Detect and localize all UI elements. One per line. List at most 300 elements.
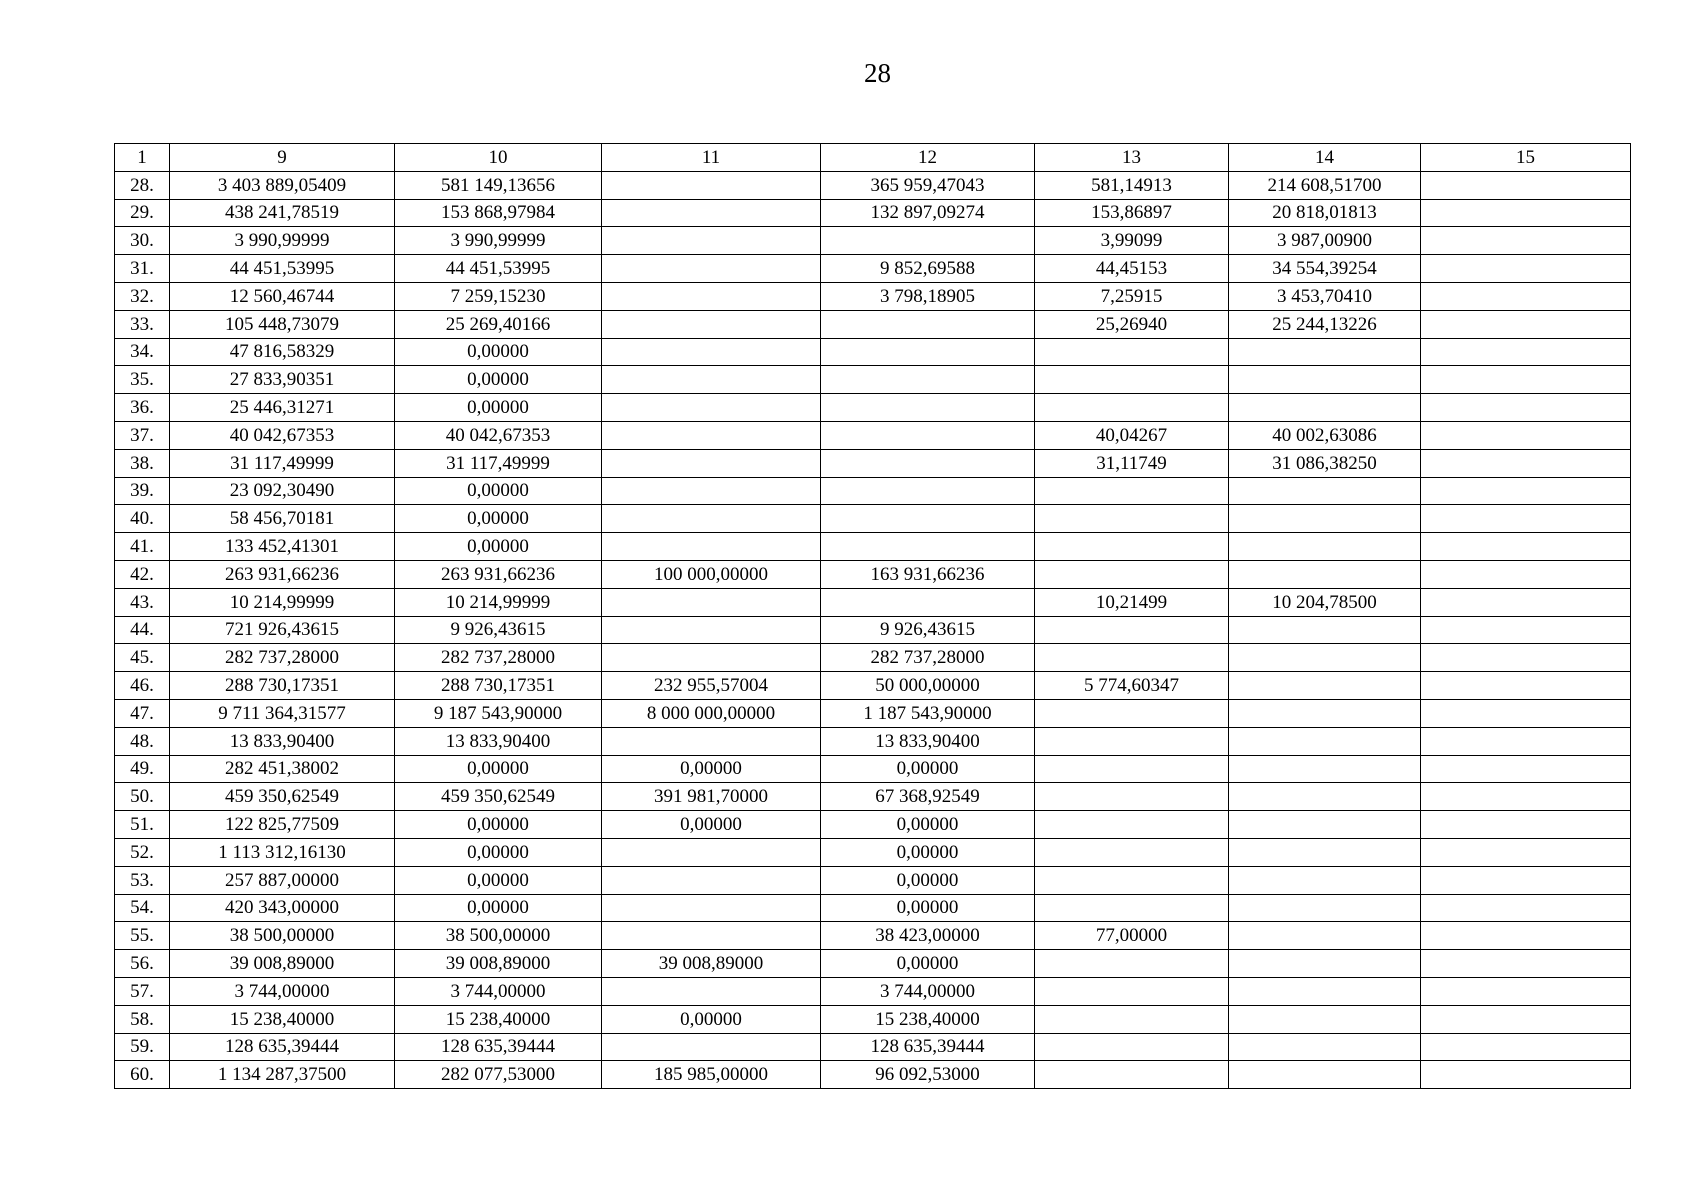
table-row [115,894,1631,922]
table-cell [1229,1005,1421,1033]
table-row [115,1061,1631,1089]
table-cell: 0,00000 [821,894,1035,922]
table-cell: 0,00000 [395,838,602,866]
table-cell: 1 113 312,16130 [170,838,395,866]
table-cell: 0,00000 [395,394,602,422]
table-cell: 0,00000 [395,505,602,533]
table-cell [821,227,1035,255]
table-cell [1035,977,1229,1005]
column-header: 1 [115,144,170,172]
table-cell: 365 959,47043 [821,171,1035,199]
table-cell [1229,1033,1421,1061]
table-cell: 9 187 543,90000 [395,699,602,727]
table-cell [821,477,1035,505]
row-number-cell: 45. [115,644,170,672]
table-cell [1421,950,1631,978]
row-number-cell: 46. [115,672,170,700]
row-number-cell: 44. [115,616,170,644]
table-row [115,310,1631,338]
table-row [115,449,1631,477]
table-cell: 47 816,58329 [170,338,395,366]
table-cell [821,310,1035,338]
table-cell [602,533,821,561]
column-header: 15 [1421,144,1631,172]
table-cell [602,588,821,616]
table-cell [602,727,821,755]
table-cell: 3,99099 [1035,227,1229,255]
table-cell [1421,533,1631,561]
row-number-cell: 52. [115,838,170,866]
table-cell: 7,25915 [1035,282,1229,310]
table-cell: 581 149,13656 [395,171,602,199]
table-cell [1035,1033,1229,1061]
table-cell [1421,838,1631,866]
column-header: 10 [395,144,602,172]
table-cell [1229,672,1421,700]
table-cell: 581,14913 [1035,171,1229,199]
table-cell [1421,811,1631,839]
table-cell: 132 897,09274 [821,199,1035,227]
table-cell: 40 002,63086 [1229,421,1421,449]
table-cell: 77,00000 [1035,922,1229,950]
table-cell: 0,00000 [395,811,602,839]
table-cell [1229,699,1421,727]
table-cell: 38 423,00000 [821,922,1035,950]
table-cell: 40,04267 [1035,421,1229,449]
row-number-cell: 49. [115,755,170,783]
table-cell: 3 403 889,05409 [170,171,395,199]
table-cell [1035,699,1229,727]
table-row [115,838,1631,866]
table-cell: 128 635,39444 [821,1033,1035,1061]
table-cell [602,199,821,227]
table-cell [1421,421,1631,449]
table-cell: 0,00000 [395,533,602,561]
table-cell: 39 008,89000 [170,950,395,978]
table-row [115,227,1631,255]
table-cell: 0,00000 [395,866,602,894]
table-cell: 282 737,28000 [821,644,1035,672]
table-row [115,588,1631,616]
table-cell: 133 452,41301 [170,533,395,561]
column-header: 12 [821,144,1035,172]
table-row [115,783,1631,811]
table-cell: 10 214,99999 [170,588,395,616]
table-cell: 96 092,53000 [821,1061,1035,1089]
table-cell: 0,00000 [821,755,1035,783]
table-cell [1035,1005,1229,1033]
table-cell: 39 008,89000 [395,950,602,978]
table-cell [1229,838,1421,866]
table-cell: 25 269,40166 [395,310,602,338]
table-cell [1421,227,1631,255]
table-cell [1421,366,1631,394]
table-cell: 122 825,77509 [170,811,395,839]
table-cell: 0,00000 [395,894,602,922]
column-header: 13 [1035,144,1229,172]
table-row [115,394,1631,422]
table-cell [1035,811,1229,839]
table-row [115,282,1631,310]
table-cell: 38 500,00000 [170,922,395,950]
table-row [115,950,1631,978]
table-cell: 9 852,69588 [821,255,1035,283]
table-cell: 438 241,78519 [170,199,395,227]
table-cell [602,616,821,644]
table-cell: 10,21499 [1035,588,1229,616]
table-cell: 459 350,62549 [395,783,602,811]
table-cell: 105 448,73079 [170,310,395,338]
row-number-cell: 39. [115,477,170,505]
table-cell [1035,616,1229,644]
table-cell: 0,00000 [395,366,602,394]
table-cell: 459 350,62549 [170,783,395,811]
table-cell: 0,00000 [395,477,602,505]
table-cell [1421,977,1631,1005]
row-number-cell: 56. [115,950,170,978]
table-header-row [115,144,1631,172]
table-cell [1421,199,1631,227]
table-row [115,533,1631,561]
table-cell [602,644,821,672]
table-cell: 31,11749 [1035,449,1229,477]
table-cell [1421,866,1631,894]
table-cell [1229,560,1421,588]
table-cell: 50 000,00000 [821,672,1035,700]
data-table [114,143,1631,1089]
table-cell [1421,783,1631,811]
table-cell [1421,282,1631,310]
table-cell [1421,922,1631,950]
table-cell: 3 990,99999 [395,227,602,255]
row-number-cell: 50. [115,783,170,811]
table-row [115,505,1631,533]
table-cell: 9 711 364,31577 [170,699,395,727]
row-number-cell: 33. [115,310,170,338]
table-cell: 0,00000 [821,811,1035,839]
table-cell [821,366,1035,394]
table-cell [1035,755,1229,783]
table-cell: 10 204,78500 [1229,588,1421,616]
table-cell [1035,838,1229,866]
table-cell: 3 744,00000 [170,977,395,1005]
table-cell: 391 981,70000 [602,783,821,811]
table-cell: 13 833,90400 [170,727,395,755]
table-cell [602,922,821,950]
table-cell [1035,866,1229,894]
table-cell [602,477,821,505]
row-number-cell: 32. [115,282,170,310]
column-header: 11 [602,144,821,172]
row-number-cell: 59. [115,1033,170,1061]
table-cell: 1 134 287,37500 [170,1061,395,1089]
table-cell: 34 554,39254 [1229,255,1421,283]
table-cell [1421,699,1631,727]
table-cell: 44 451,53995 [395,255,602,283]
table-cell [821,505,1035,533]
table-row [115,866,1631,894]
table-cell: 721 926,43615 [170,616,395,644]
table-cell: 5 774,60347 [1035,672,1229,700]
table-cell [602,449,821,477]
table-cell [1035,394,1229,422]
table-cell [1229,977,1421,1005]
row-number-cell: 38. [115,449,170,477]
table-cell: 38 500,00000 [395,922,602,950]
table-cell [821,394,1035,422]
table-row [115,477,1631,505]
table-cell [1229,394,1421,422]
table-cell: 39 008,89000 [602,950,821,978]
table-cell [602,394,821,422]
table-cell: 128 635,39444 [395,1033,602,1061]
table-cell: 100 000,00000 [602,560,821,588]
table-cell: 153,86897 [1035,199,1229,227]
row-number-cell: 42. [115,560,170,588]
table-cell [1229,922,1421,950]
table-cell [1421,449,1631,477]
table-cell: 163 931,66236 [821,560,1035,588]
table-cell: 15 238,40000 [395,1005,602,1033]
table-row [115,1005,1631,1033]
table-cell [602,421,821,449]
table-cell: 0,00000 [602,1005,821,1033]
row-number-cell: 28. [115,171,170,199]
table-cell: 67 368,92549 [821,783,1035,811]
table-cell [1421,394,1631,422]
table-cell [602,866,821,894]
column-header: 9 [170,144,395,172]
row-number-cell: 35. [115,366,170,394]
table-cell: 7 259,15230 [395,282,602,310]
table-row [115,560,1631,588]
table-cell: 0,00000 [602,755,821,783]
table-cell [1229,533,1421,561]
table-cell: 15 238,40000 [821,1005,1035,1033]
table-row [115,199,1631,227]
table-cell: 3 744,00000 [395,977,602,1005]
row-number-cell: 55. [115,922,170,950]
table-cell: 282 077,53000 [395,1061,602,1089]
table-cell: 288 730,17351 [170,672,395,700]
table-cell [1421,1033,1631,1061]
table-cell [1229,338,1421,366]
table-cell [1035,533,1229,561]
table-cell [1035,366,1229,394]
row-number-cell: 57. [115,977,170,1005]
table-cell [602,338,821,366]
table-cell [602,977,821,1005]
table-cell: 31 117,49999 [170,449,395,477]
table-cell: 44 451,53995 [170,255,395,283]
table-cell [1229,811,1421,839]
table-cell: 3 453,70410 [1229,282,1421,310]
table-cell [1035,1061,1229,1089]
row-number-cell: 40. [115,505,170,533]
table-row [115,644,1631,672]
table-cell [1035,505,1229,533]
table-cell [1229,505,1421,533]
table-cell [1035,727,1229,755]
table-cell: 128 635,39444 [170,1033,395,1061]
table-cell: 10 214,99999 [395,588,602,616]
table-cell: 0,00000 [821,838,1035,866]
row-number-cell: 60. [115,1061,170,1089]
table-cell: 9 926,43615 [821,616,1035,644]
table-cell [1421,727,1631,755]
row-number-cell: 43. [115,588,170,616]
table-cell: 8 000 000,00000 [602,699,821,727]
row-number-cell: 51. [115,811,170,839]
table-cell: 25,26940 [1035,310,1229,338]
table-row [115,922,1631,950]
table-cell [1421,477,1631,505]
table-row [115,255,1631,283]
table-cell: 185 985,00000 [602,1061,821,1089]
table-cell [1421,255,1631,283]
table-cell [1035,338,1229,366]
table-cell [1035,477,1229,505]
table-cell [1229,644,1421,672]
table-cell [1035,950,1229,978]
row-number-cell: 36. [115,394,170,422]
table-cell [602,838,821,866]
table-cell: 282 737,28000 [395,644,602,672]
table-cell: 44,45153 [1035,255,1229,283]
table-cell: 3 990,99999 [170,227,395,255]
table-cell: 257 887,00000 [170,866,395,894]
table-cell: 214 608,51700 [1229,171,1421,199]
table-cell: 263 931,66236 [395,560,602,588]
table-cell: 282 737,28000 [170,644,395,672]
table-cell: 15 238,40000 [170,1005,395,1033]
table-cell [602,255,821,283]
table-cell: 31 117,49999 [395,449,602,477]
row-number-cell: 31. [115,255,170,283]
table-cell [1421,616,1631,644]
table-cell: 263 931,66236 [170,560,395,588]
table-cell [1229,950,1421,978]
table-cell [1421,560,1631,588]
table-row [115,338,1631,366]
table-row [115,616,1631,644]
table-row [115,699,1631,727]
row-number-cell: 58. [115,1005,170,1033]
table-cell [1035,560,1229,588]
row-number-cell: 30. [115,227,170,255]
table-cell: 58 456,70181 [170,505,395,533]
table-cell [1229,616,1421,644]
row-number-cell: 34. [115,338,170,366]
page-number: 28 [864,58,891,88]
table-cell [1421,1061,1631,1089]
table-cell: 9 926,43615 [395,616,602,644]
table-cell: 13 833,90400 [395,727,602,755]
table-cell [602,282,821,310]
table-cell [602,894,821,922]
table-cell [602,227,821,255]
table-cell [1229,783,1421,811]
row-number-cell: 53. [115,866,170,894]
table-cell [1229,1061,1421,1089]
table-cell [1421,338,1631,366]
table-cell: 23 092,30490 [170,477,395,505]
row-number-cell: 54. [115,894,170,922]
table-cell [821,588,1035,616]
row-number-cell: 29. [115,199,170,227]
table-cell: 0,00000 [395,338,602,366]
table-cell [1229,727,1421,755]
table-row [115,421,1631,449]
table-cell [602,171,821,199]
table-cell [1229,477,1421,505]
table-cell [602,1033,821,1061]
table-cell [1421,644,1631,672]
table-row [115,171,1631,199]
column-header: 14 [1229,144,1421,172]
table-cell: 13 833,90400 [821,727,1035,755]
table-cell: 0,00000 [821,866,1035,894]
table-row [115,755,1631,783]
table-cell: 288 730,17351 [395,672,602,700]
row-number-cell: 48. [115,727,170,755]
table-cell [1229,866,1421,894]
table-cell: 153 868,97984 [395,199,602,227]
table-cell: 3 744,00000 [821,977,1035,1005]
table-cell: 0,00000 [602,811,821,839]
table-cell [1421,755,1631,783]
table-cell [821,533,1035,561]
table-cell [1421,588,1631,616]
table-cell [1035,894,1229,922]
table-cell [1229,755,1421,783]
table-cell: 420 343,00000 [170,894,395,922]
table-cell: 0,00000 [395,755,602,783]
table-cell [821,338,1035,366]
table-cell: 25 244,13226 [1229,310,1421,338]
table-cell [1229,366,1421,394]
table-cell: 20 818,01813 [1229,199,1421,227]
table-row [115,1033,1631,1061]
table-cell: 3 798,18905 [821,282,1035,310]
table-cell [602,310,821,338]
table-cell [1229,894,1421,922]
table-cell: 0,00000 [821,950,1035,978]
table-row [115,811,1631,839]
row-number-cell: 41. [115,533,170,561]
table-cell [1421,310,1631,338]
table-cell: 3 987,00900 [1229,227,1421,255]
table-cell [602,366,821,394]
table-row [115,366,1631,394]
table-cell: 232 955,57004 [602,672,821,700]
table-cell: 282 451,38002 [170,755,395,783]
table-cell: 1 187 543,90000 [821,699,1035,727]
table-cell: 27 833,90351 [170,366,395,394]
table-cell [1035,644,1229,672]
table-cell: 12 560,46744 [170,282,395,310]
row-number-cell: 47. [115,699,170,727]
table-cell [1421,505,1631,533]
table-cell: 25 446,31271 [170,394,395,422]
table-cell [821,421,1035,449]
table-cell [1421,1005,1631,1033]
table-cell [1421,894,1631,922]
table-cell: 40 042,67353 [170,421,395,449]
table-row [115,672,1631,700]
table-cell: 40 042,67353 [395,421,602,449]
table-cell [1035,783,1229,811]
